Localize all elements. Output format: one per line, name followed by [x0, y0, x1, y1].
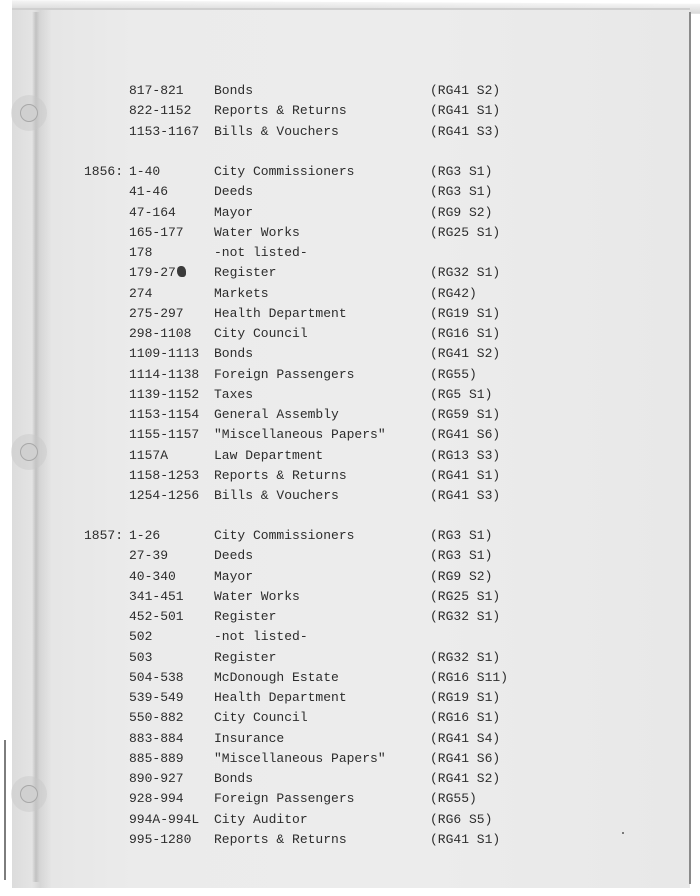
page-range	[129, 223, 184, 243]
subject: City Council	[214, 326, 308, 341]
page-range	[129, 769, 184, 789]
page-range-text: 995-1280	[129, 831, 192, 847]
page-range-text: 994A-994L	[129, 811, 200, 827]
page-range	[129, 284, 152, 304]
page-range	[129, 101, 191, 121]
list-item	[0, 648, 660, 668]
page-range	[129, 789, 184, 809]
record-group: (RG41 S2)	[430, 83, 501, 98]
list-item	[0, 101, 660, 121]
page-range	[129, 486, 199, 506]
list-item	[0, 486, 660, 506]
ink-smudge	[177, 266, 186, 277]
page-range-text: 1157A	[129, 447, 169, 463]
record-group: (RG5 S1)	[430, 386, 493, 402]
list-item	[0, 405, 660, 425]
list-item	[0, 446, 660, 466]
page-range-text: 179-27	[129, 265, 176, 281]
page-range-text: 298-1108	[129, 326, 192, 341]
page-range-text: 817-821	[129, 83, 184, 98]
record-group: (RG41 S6)	[430, 750, 501, 766]
page-right-edge	[689, 12, 691, 884]
subject: Taxes	[214, 386, 254, 402]
page-range-text: 41-46	[129, 184, 169, 200]
subject: City Commissioners	[214, 164, 355, 179]
year-label: 1856:	[84, 164, 124, 179]
page-range-text: 40-340	[129, 568, 176, 584]
list-item	[0, 385, 660, 405]
list-item	[0, 122, 660, 142]
list-item	[0, 749, 660, 769]
page-range-text: 47-164	[129, 204, 176, 220]
page-range	[129, 546, 168, 566]
subject: Bonds	[214, 83, 254, 98]
record-group: (RG16 S1)	[430, 326, 501, 341]
subject: Foreign Passengers	[214, 366, 355, 382]
list-item	[0, 203, 660, 223]
page-range-text: 1153-1154	[129, 407, 200, 422]
page-range	[129, 627, 152, 647]
list-item	[0, 607, 660, 627]
record-group: (RG41 S1)	[430, 103, 501, 119]
page-range-text: 27-39	[129, 548, 169, 564]
page-range	[129, 344, 199, 364]
list-item	[0, 263, 660, 283]
list-item	[0, 324, 660, 344]
page-range	[129, 830, 191, 850]
page-range-text: 165-177	[129, 224, 184, 240]
page-range-text: 452-501	[129, 609, 184, 624]
page-range-text: 822-1152	[129, 103, 192, 119]
page-range-text: 539-549	[129, 690, 184, 705]
page-range-text: 341-451	[129, 588, 184, 604]
subject: Register	[214, 609, 277, 624]
subject: McDonough Estate	[214, 669, 339, 685]
year-label: 1857:	[84, 528, 124, 543]
page-range-text: 1254-1256	[129, 488, 200, 503]
list-item	[0, 425, 660, 445]
record-group: (RG3 S1)	[430, 184, 493, 200]
subject: General Assembly	[214, 407, 339, 422]
page-range	[129, 749, 184, 769]
page-range-text: 274	[129, 285, 153, 301]
page-range	[129, 365, 199, 385]
list-item	[0, 668, 660, 688]
list-item	[0, 81, 660, 101]
record-group: (RG42)	[430, 285, 477, 301]
record-group: (RG32 S1)	[430, 609, 501, 624]
page-range-text: 883-884	[129, 730, 184, 746]
list-item	[0, 344, 660, 364]
page-range	[129, 122, 199, 142]
record-group: (RG41 S4)	[430, 730, 501, 746]
record-group: (RG41 S1)	[430, 831, 501, 847]
subject: Bonds	[214, 771, 254, 786]
page-range	[129, 182, 168, 202]
subject: City Council	[214, 710, 308, 726]
record-group: (RG41 S2)	[430, 346, 501, 362]
list-item	[0, 182, 660, 202]
page-range-text: 1139-1152	[129, 386, 200, 402]
page-range-text: 1155-1157	[129, 427, 200, 443]
page-range-text: 1158-1253	[129, 467, 200, 483]
record-group: (RG41 S3)	[430, 488, 501, 503]
page-range-text: 504-538	[129, 669, 184, 685]
subject: -not listed-	[214, 245, 308, 260]
page-range	[129, 668, 184, 688]
page-range	[129, 446, 168, 466]
list-item	[0, 688, 660, 708]
page-range-text: 502	[129, 629, 153, 645]
list-item	[0, 587, 660, 607]
list-item	[0, 769, 660, 789]
page-range	[129, 708, 184, 728]
subject: Bonds	[214, 346, 254, 362]
list-item	[0, 284, 660, 304]
page-range-text: 1-40	[129, 164, 161, 179]
page-range	[129, 729, 184, 749]
subject: City Commissioners	[214, 528, 355, 543]
subject: Reports & Returns	[214, 103, 347, 119]
subject: Health Department	[214, 305, 347, 321]
page-range	[129, 304, 184, 324]
record-group: (RG13 S3)	[430, 447, 501, 463]
record-group: (RG16 S11)	[430, 669, 509, 685]
page-range	[129, 810, 199, 830]
list-item	[0, 162, 660, 182]
subject: Register	[214, 265, 277, 281]
subject: Mayor	[214, 204, 254, 220]
page-range	[129, 688, 184, 708]
page-range	[129, 162, 160, 182]
list-item	[0, 304, 660, 324]
list-item	[0, 466, 660, 486]
record-group: (RG6 S5)	[430, 811, 493, 827]
record-group: (RG19 S1)	[430, 690, 501, 705]
record-group: (RG55)	[430, 791, 477, 807]
subject: "Miscellaneous Papers"	[214, 427, 386, 443]
list-item	[0, 567, 660, 587]
page-range-text: 928-994	[129, 791, 184, 807]
list-item	[0, 546, 660, 566]
page-range-text: 1114-1138	[129, 366, 200, 382]
page-range	[129, 425, 199, 445]
subject: Water Works	[214, 588, 300, 604]
record-group: (RG32 S1)	[430, 265, 501, 281]
page-range	[129, 587, 184, 607]
page-range-text: 275-297	[129, 305, 184, 321]
record-group: (RG9 S2)	[430, 568, 493, 584]
record-group: (RG32 S1)	[430, 649, 501, 665]
subject: Register	[214, 649, 277, 665]
page-range-text: 503	[129, 649, 153, 665]
list-item	[0, 810, 660, 830]
page-range	[129, 243, 152, 263]
subject: Bills & Vouchers	[214, 488, 339, 503]
record-group: (RG3 S1)	[430, 548, 493, 564]
page-range	[129, 607, 184, 627]
list-item	[0, 223, 660, 243]
record-group: (RG19 S1)	[430, 305, 501, 321]
subject: Deeds	[214, 184, 254, 200]
record-group: (RG25 S1)	[430, 224, 501, 240]
page-range-text: 885-889	[129, 750, 184, 766]
page-range	[129, 263, 186, 283]
subject: -not listed-	[214, 629, 308, 645]
page-range	[129, 466, 199, 486]
page-range	[129, 567, 176, 587]
record-group: (RG25 S1)	[430, 588, 501, 604]
page-range	[129, 405, 199, 425]
page-range-text: 550-882	[129, 710, 184, 726]
subject: Reports & Returns	[214, 831, 347, 847]
record-group: (RG16 S1)	[430, 710, 501, 726]
list-item	[0, 627, 660, 647]
page-range-text: 1153-1167	[129, 123, 200, 139]
subject: Law Department	[214, 447, 324, 463]
list-item	[0, 789, 660, 809]
list-item	[0, 365, 660, 385]
page-range	[129, 526, 160, 546]
list-item	[0, 526, 660, 546]
page-range-text: 890-927	[129, 771, 184, 786]
list-item	[0, 243, 660, 263]
page-range	[129, 81, 184, 101]
record-group: (RG41 S3)	[430, 123, 501, 139]
subject: "Miscellaneous Papers"	[214, 750, 386, 766]
record-group: (RG41 S2)	[430, 771, 501, 786]
page-range-text: 1-26	[129, 528, 161, 543]
list-item	[0, 830, 660, 850]
subject: Water Works	[214, 224, 300, 240]
subject: Mayor	[214, 568, 254, 584]
record-group: (RG3 S1)	[430, 528, 493, 543]
page-range-text: 1109-1113	[129, 346, 200, 362]
list-item	[0, 708, 660, 728]
record-group: (RG41 S1)	[430, 467, 501, 483]
subject: Health Department	[214, 690, 347, 705]
subject: Bills & Vouchers	[214, 123, 339, 139]
record-group: (RG3 S1)	[430, 164, 493, 179]
record-group: (RG55)	[430, 366, 477, 382]
page-range	[129, 203, 176, 223]
record-group: (RG59 S1)	[430, 407, 501, 422]
record-group: (RG9 S2)	[430, 204, 493, 220]
subject: Insurance	[214, 730, 285, 746]
record-group: (RG41 S6)	[430, 427, 501, 443]
page-range	[129, 324, 191, 344]
page-range-text: 178	[129, 245, 153, 260]
subject: Reports & Returns	[214, 467, 347, 483]
list-item	[0, 729, 660, 749]
subject: Foreign Passengers	[214, 791, 355, 807]
subject: City Auditor	[214, 811, 308, 827]
subject: Markets	[214, 285, 269, 301]
page-range	[129, 385, 199, 405]
subject: Deeds	[214, 548, 254, 564]
page-range	[129, 648, 152, 668]
